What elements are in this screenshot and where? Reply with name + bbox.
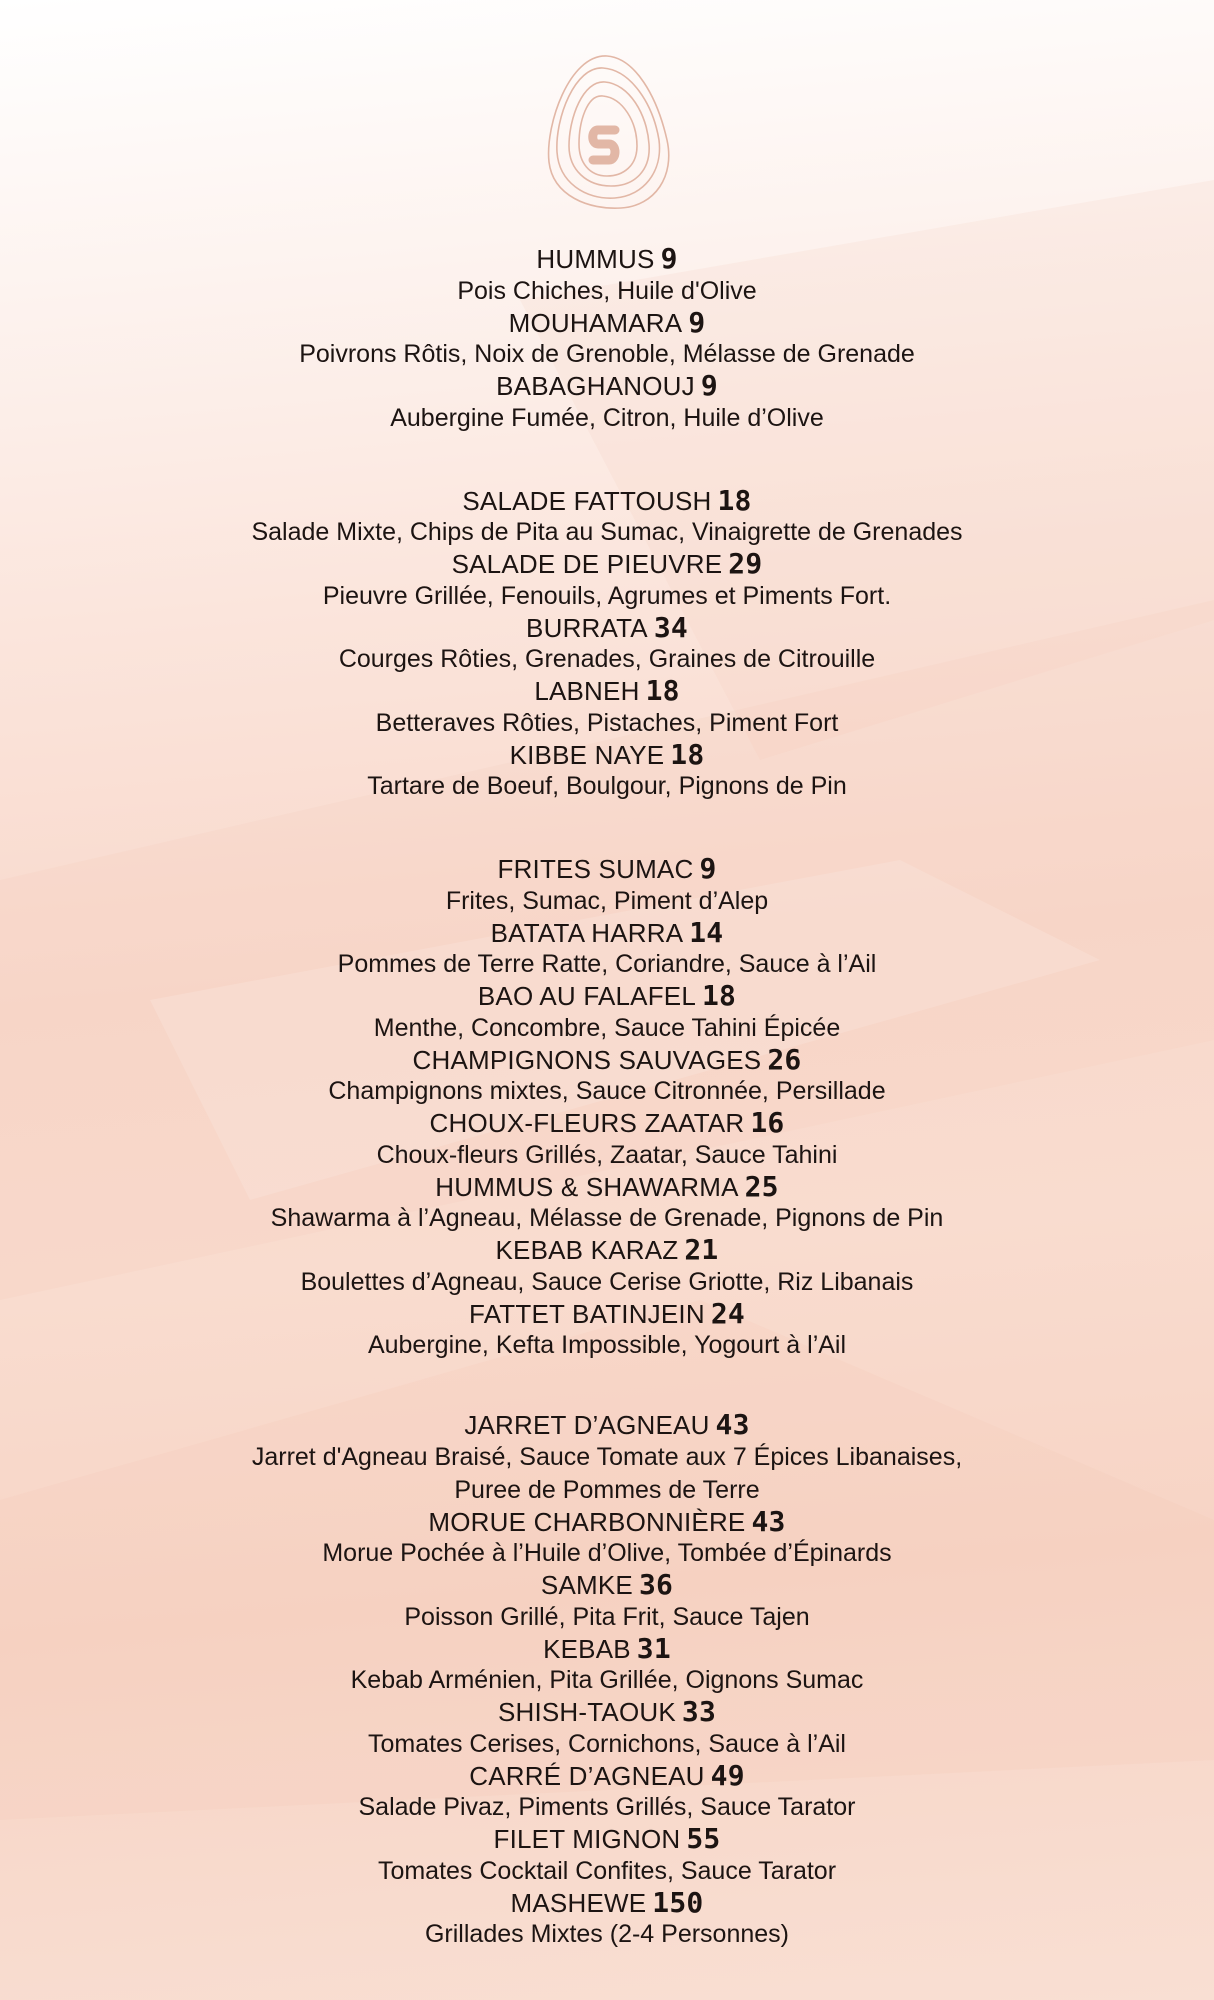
menu-item-price: 150	[652, 1885, 704, 1919]
menu-item-title	[0, 371, 1214, 402]
menu-item	[0, 483, 1214, 550]
menu-item-price: 33	[681, 1695, 717, 1728]
menu-item-title	[0, 1758, 1214, 1792]
menu-item	[0, 1296, 1214, 1363]
menu-item-price: 9	[700, 369, 718, 402]
s-monogram-logo-icon	[543, 52, 671, 212]
menu-item-description: Frites, Sumac, Piment d’Alep	[445, 886, 769, 915]
menu-item	[0, 854, 1214, 918]
menu-item-description: Betteraves Rôties, Pistaches, Piment Fort	[375, 708, 839, 737]
menu-item-price: 49	[710, 1758, 745, 1792]
menu-item	[0, 1169, 1214, 1236]
menu-item-name: MOUHAMARA	[508, 307, 683, 338]
menu-section	[0, 1410, 1214, 1951]
menu-item-price: 36	[638, 1568, 674, 1601]
menu-item	[0, 244, 1214, 308]
menu-item-price: 29	[728, 547, 763, 580]
menu-item-title	[0, 1504, 1214, 1538]
menu-item	[0, 549, 1214, 613]
menu-item	[0, 915, 1214, 982]
menu-item	[0, 1697, 1214, 1761]
menu-item-description: Pommes de Terre Ratte, Coriandre, Sauce à l’Ail	[337, 950, 877, 978]
menu-item-description: Morue Pochée à l’Huile d’Olive, Tombée d’Épinards	[322, 1539, 892, 1567]
menu-item-price: 18	[702, 979, 737, 1012]
menu-item-price: 14	[689, 915, 724, 949]
menu-item-description: Jarret d'Agneau Braisé, Sauce Tomate aux 7 Épices Libanaises,	[251, 1442, 963, 1471]
menu-item-price: 31	[636, 1631, 671, 1665]
menu-item-name: KEBAB KARAZ	[495, 1235, 679, 1265]
menu-item-title	[0, 1824, 1214, 1855]
menu-item-name: FATTET BATINJEIN	[469, 1298, 705, 1329]
menu-item-price: 55	[686, 1822, 721, 1855]
menu-item-description: Poivrons Rôtis, Noix de Grenoble, Mélasse de Grenade	[299, 340, 915, 368]
menu-list	[0, 244, 1214, 1951]
menu-item	[0, 737, 1214, 804]
menu-item-name: SALADE FATTOUSH	[462, 485, 712, 516]
menu-item-title	[0, 737, 1214, 771]
menu-item-name: KEBAB	[543, 1633, 631, 1664]
menu-item-price: 25	[744, 1169, 779, 1203]
menu-item	[0, 1570, 1214, 1634]
menu-item-description: Pieuvre Grillée, Fenouils, Agrumes et Piments Fort.	[322, 581, 892, 610]
menu-item-name: HUMMUS & SHAWARMA	[435, 1171, 739, 1202]
menu-item-description: Kebab Arménien, Pita Grillée, Oignons Sumac	[350, 1666, 864, 1694]
menu-item-description: Courges Rôties, Grenades, Graines de Citrouille	[338, 645, 876, 673]
menu-item-name: MASHEWE	[510, 1887, 647, 1918]
menu-item-name: CHAMPIGNONS SAUVAGES	[412, 1044, 762, 1075]
menu-item-price: 34	[653, 610, 688, 644]
menu-item-description: Boulettes d’Agneau, Sauce Cerise Griotte, Riz Libanais	[300, 1267, 914, 1296]
menu-item	[0, 1824, 1214, 1888]
menu-item-title	[0, 610, 1214, 644]
menu-item-name: BATATA HARRA	[490, 917, 684, 948]
menu-item-title	[0, 1410, 1214, 1441]
menu-item-price: 18	[645, 674, 680, 707]
menu-item	[0, 1108, 1214, 1172]
menu-item-name: SHISH-TAOUK	[497, 1697, 676, 1727]
menu-item-price: 9	[688, 305, 706, 339]
menu-item-name: FRITES SUMAC	[497, 854, 694, 884]
menu-item-description: Puree de Pommes de Terre	[454, 1475, 760, 1504]
menu-section	[0, 483, 1214, 804]
menu-item-name: JARRET D’AGNEAU	[464, 1410, 710, 1440]
menu-item-description: Tomates Cocktail Confites, Sauce Tarator	[377, 1856, 837, 1885]
menu-item	[0, 981, 1214, 1045]
menu-item-price: 43	[715, 1408, 750, 1441]
menu-item	[0, 1885, 1214, 1952]
menu-item-name: BURRATA	[526, 612, 648, 643]
menu-item-description: Salade Pivaz, Piments Grillés, Sauce Tarator	[358, 1793, 856, 1821]
menu-item-description: Menthe, Concombre, Sauce Tahini Épicée	[373, 1013, 841, 1042]
menu-item-name: KIBBE NAYE	[509, 739, 665, 770]
menu-item-title	[0, 676, 1214, 707]
menu-item-description: Champignons mixtes, Sauce Citronnée, Persillade	[328, 1077, 886, 1105]
menu-item	[0, 1631, 1214, 1698]
menu-item-name: HUMMUS	[536, 244, 655, 274]
menu-item-title	[0, 854, 1214, 885]
menu-item-name: LABNEH	[534, 676, 640, 706]
menu-item-price: 26	[767, 1042, 802, 1076]
menu-item-title	[0, 1885, 1214, 1919]
menu-item-title	[0, 1631, 1214, 1665]
menu-item-title	[0, 1697, 1214, 1728]
menu-item-title	[0, 915, 1214, 949]
menu-item-title	[0, 1108, 1214, 1139]
menu-item	[0, 1504, 1214, 1571]
menu-item-title	[0, 244, 1214, 275]
menu-item-price: 9	[699, 852, 717, 885]
menu-item-description: Grillades Mixtes (2-4 Personnes)	[424, 1920, 789, 1948]
menu-item-description: Pois Chiches, Huile d'Olive	[457, 276, 757, 305]
menu-item-price: 18	[670, 737, 705, 771]
menu-item-name: BAO AU FALAFEL	[477, 981, 696, 1011]
menu-item-name: SALADE DE PIEUVRE	[451, 549, 723, 579]
menu-item-title	[0, 1296, 1214, 1330]
menu-item-name: SAMKE	[540, 1570, 633, 1600]
menu-item-price: 43	[751, 1504, 786, 1538]
menu-item	[0, 610, 1214, 677]
menu-item-title	[0, 1169, 1214, 1203]
menu-item-description: Tomates Cerises, Cornichons, Sauce à l’Ail	[368, 1729, 846, 1758]
menu-item-description: Aubergine Fumée, Citron, Huile d’Olive	[390, 403, 824, 432]
menu-item-description: Aubergine, Kefta Impossible, Yogourt à l’Ail	[367, 1331, 847, 1359]
menu-item-title	[0, 305, 1214, 339]
menu-item	[0, 1235, 1214, 1299]
menu-item-title	[0, 483, 1214, 517]
menu-item-name: FILET MIGNON	[493, 1824, 681, 1854]
menu-item	[0, 1042, 1214, 1109]
menu-item-title	[0, 1042, 1214, 1076]
menu-item-title	[0, 981, 1214, 1012]
menu-item-name: BABAGHANOUJ	[496, 371, 695, 401]
menu-item-name: CHOUX-FLEURS ZAATAR	[429, 1108, 745, 1138]
menu-item-title	[0, 549, 1214, 580]
menu-item-description: Choux-fleurs Grillés, Zaatar, Sauce Tahini	[376, 1140, 838, 1169]
menu-item-description: Poisson Grillé, Pita Frit, Sauce Tajen	[404, 1602, 810, 1631]
menu-item-description: Salade Mixte, Chips de Pita au Sumac, Vinaigrette de Grenades	[251, 518, 963, 546]
menu-item-description: Tartare de Boeuf, Boulgour, Pignons de Pin	[367, 772, 847, 800]
menu-item-price: 24	[710, 1296, 745, 1330]
menu-item	[0, 1758, 1214, 1825]
menu-item-title	[0, 1570, 1214, 1601]
menu-item	[0, 676, 1214, 740]
menu-section	[0, 854, 1214, 1362]
menu-item	[0, 371, 1214, 435]
menu-item-title	[0, 1235, 1214, 1266]
menu-item	[0, 1410, 1214, 1507]
menu-item-price: 16	[750, 1106, 785, 1139]
menu-item-name: MORUE CHARBONNIÈRE	[428, 1506, 746, 1537]
menu-item-price: 18	[717, 483, 752, 517]
menu-section	[0, 244, 1214, 435]
menu-item-name: CARRÉ D’AGNEAU	[469, 1760, 705, 1791]
menu-item-description: Shawarma à l’Agneau, Mélasse de Grenade, Pignons de Pin	[270, 1204, 944, 1232]
menu-item-price: 9	[660, 242, 678, 275]
menu-item	[0, 305, 1214, 372]
menu-item-price: 21	[684, 1233, 719, 1266]
